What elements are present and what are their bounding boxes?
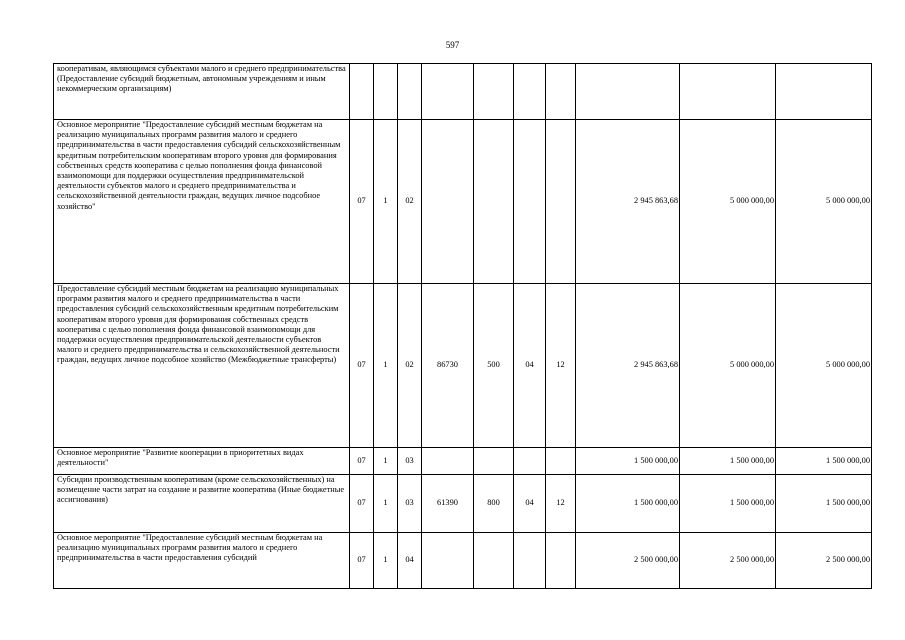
amount-year2-cell: 5 000 000,00	[680, 120, 776, 284]
activity-code-cell	[398, 64, 422, 120]
subsection-cell	[546, 64, 576, 120]
section-cell	[514, 448, 546, 475]
amount-year2-cell: 1 500 000,00	[680, 475, 776, 533]
table-row	[54, 120, 872, 284]
subprogram-code-cell: 1	[374, 120, 398, 284]
section-cell	[514, 533, 546, 589]
direction-code-cell	[422, 448, 474, 475]
table-row	[54, 64, 872, 120]
row-name-cell: кооперативам, являющимся субъектами малого и среднего предпринимательства (Предоставление субсидий бюджетным, автономным учреждениям и иным некоммерческим организациям)	[54, 64, 350, 120]
program-code-cell: 07	[350, 533, 374, 589]
budget-table	[53, 63, 872, 589]
activity-code-cell: 02	[398, 284, 422, 448]
subsection-cell	[546, 533, 576, 589]
section-cell: 04	[514, 475, 546, 533]
amount-year3-cell: 2 500 000,00	[776, 533, 872, 589]
amount-year3-cell: 5 000 000,00	[776, 120, 872, 284]
program-code-cell: 07	[350, 120, 374, 284]
expense-type-cell	[474, 120, 514, 284]
direction-code-cell	[422, 533, 474, 589]
section-cell	[514, 64, 546, 120]
amount-year2-cell: 2 500 000,00	[680, 533, 776, 589]
amount-year1-cell: 2 945 863,68	[576, 120, 680, 284]
amount-year3-cell: 5 000 000,00	[776, 284, 872, 448]
subsection-cell: 12	[546, 475, 576, 533]
amount-year3-cell	[776, 64, 872, 120]
amount-year2-cell: 1 500 000,00	[680, 448, 776, 475]
direction-code-cell	[422, 64, 474, 120]
page-number: 597	[445, 40, 460, 50]
amount-year2-cell	[680, 64, 776, 120]
direction-code-cell: 86730	[422, 284, 474, 448]
expense-type-cell	[474, 448, 514, 475]
subsection-cell	[546, 120, 576, 284]
program-code-cell: 07	[350, 448, 374, 475]
activity-code-cell: 03	[398, 475, 422, 533]
amount-year1-cell	[576, 64, 680, 120]
row-name-cell: Основное мероприятие "Предоставление субсидий местным бюджетам на реализацию муниципальных программ развития малого и среднего предпринимательства в части предоставления субсидий сельскохозяйственным кредитным потребительским кооперативам второго уровня для формирования собственных средств кооператива с целью пополнения фонда финансовой взаимопомощи для поддержки осуществления предпринимательской деятельности субъектов малого и среднего предпринимательства и сельскохозяйственной деятельности граждан, ведущих личное подсобное хозяйство"	[54, 120, 350, 284]
subprogram-code-cell: 1	[374, 284, 398, 448]
subprogram-code-cell	[374, 64, 398, 120]
subprogram-code-cell: 1	[374, 448, 398, 475]
subsection-cell: 12	[546, 284, 576, 448]
activity-code-cell: 04	[398, 533, 422, 589]
section-cell: 04	[514, 284, 546, 448]
row-name-cell: Основное мероприятие "Развитие кооперации в приоритетных видах деятельности"	[54, 448, 350, 475]
activity-code-cell: 02	[398, 120, 422, 284]
amount-year1-cell: 2 500 000,00	[576, 533, 680, 589]
expense-type-cell	[474, 533, 514, 589]
direction-code-cell	[422, 120, 474, 284]
direction-code-cell: 61390	[422, 475, 474, 533]
expense-type-cell: 800	[474, 475, 514, 533]
amount-year3-cell: 1 500 000,00	[776, 475, 872, 533]
activity-code-cell: 03	[398, 448, 422, 475]
subsection-cell	[546, 448, 576, 475]
amount-year1-cell: 2 945 863,68	[576, 284, 680, 448]
table-row	[54, 533, 872, 589]
amount-year1-cell: 1 500 000,00	[576, 475, 680, 533]
table-row	[54, 284, 872, 448]
section-cell	[514, 120, 546, 284]
subprogram-code-cell: 1	[374, 533, 398, 589]
subprogram-code-cell: 1	[374, 475, 398, 533]
amount-year2-cell: 5 000 000,00	[680, 284, 776, 448]
program-code-cell: 07	[350, 284, 374, 448]
program-code-cell: 07	[350, 475, 374, 533]
program-code-cell	[350, 64, 374, 120]
amount-year1-cell: 1 500 000,00	[576, 448, 680, 475]
row-name-cell: Предоставление субсидий местным бюджетам на реализацию муниципальных программ развития малого и среднего предпринимательства в части предоставления субсидий сельскохозяйственным кредитным потребительским кооперативам второго уровня для формирования собственных средств кооператива с целью пополнения фонда финансовой взаимопомощи для поддержки осуществления предпринимательской деятельности субъектов малого и среднего предпринимательства и сельскохозяйственной деятельности граждан, ведущих личное подсобное хозяйство (Межбюджетные трансферты)	[54, 284, 350, 448]
row-name-cell: Субсидии производственным кооперативам (кроме сельскохозяйственных) на возмещение части затрат на создание и развитие кооператива (Иные бюджетные ассигнования)	[54, 475, 350, 533]
amount-year3-cell: 1 500 000,00	[776, 448, 872, 475]
table-row	[54, 475, 872, 533]
expense-type-cell: 500	[474, 284, 514, 448]
table-row	[54, 448, 872, 475]
row-name-cell: Основное мероприятие "Предоставление субсидий местным бюджетам на реализацию муниципальных программ развития малого и среднего предпринимательства в части предоставления субсидий	[54, 533, 350, 589]
expense-type-cell	[474, 64, 514, 120]
